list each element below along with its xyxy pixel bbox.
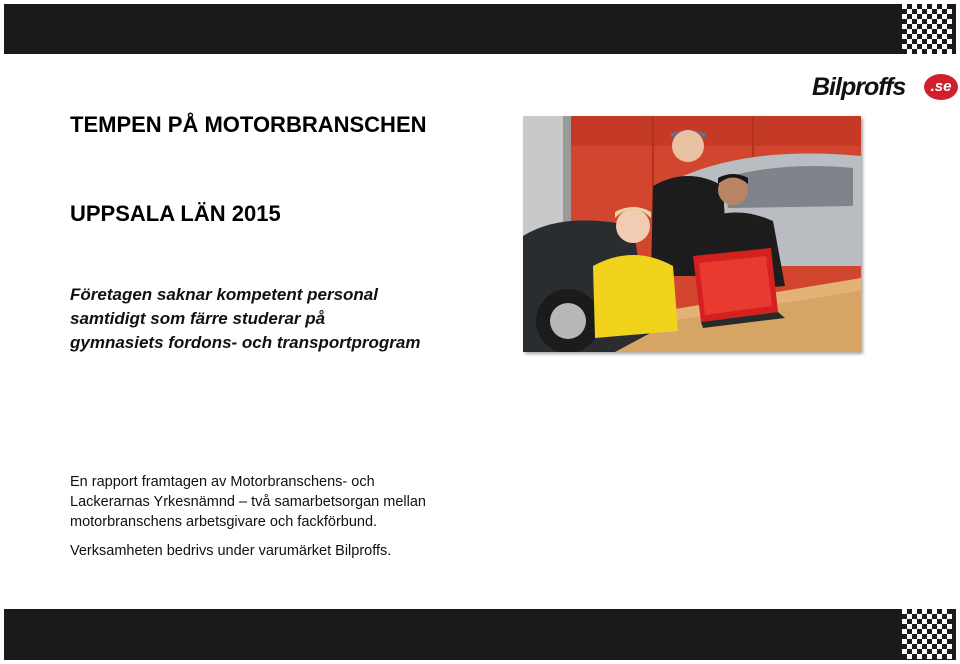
tagline [70, 283, 420, 355]
logo-brand: Bilproffs [812, 73, 906, 101]
bottom-bar [4, 609, 956, 660]
tagline-line: Företagen saknar kompetent personal [70, 285, 378, 304]
cover-photo [523, 116, 861, 352]
checker-pattern-icon [902, 609, 952, 659]
top-bar [4, 4, 956, 54]
checker-pattern-icon [902, 4, 952, 54]
page-subtitle: UPPSALA LÄN 2015 [70, 201, 281, 226]
checker-square [947, 49, 952, 54]
bilproffs-logo [812, 72, 958, 102]
brand-note: Verksamheten bedrivs under varumärket Bilproffs. [70, 543, 392, 559]
checker-square [947, 654, 952, 659]
tagline-line: samtidigt som färre studerar på [70, 309, 326, 328]
description-line: motorbranschens arbetsgivare och fackförbund. [70, 514, 378, 530]
description-line: Lackerarnas Yrkesnämnd – två samarbetsorgan mellan [70, 494, 426, 510]
description-line: En rapport framtagen av Motorbranschens- och [70, 474, 375, 490]
tagline-line: gymnasiets fordons- och transportprogram [70, 333, 421, 352]
logo-suffix: .se [924, 74, 958, 100]
report-description [70, 472, 426, 532]
page-title: TEMPEN PÅ MOTORBRANSCHEN [70, 112, 427, 137]
